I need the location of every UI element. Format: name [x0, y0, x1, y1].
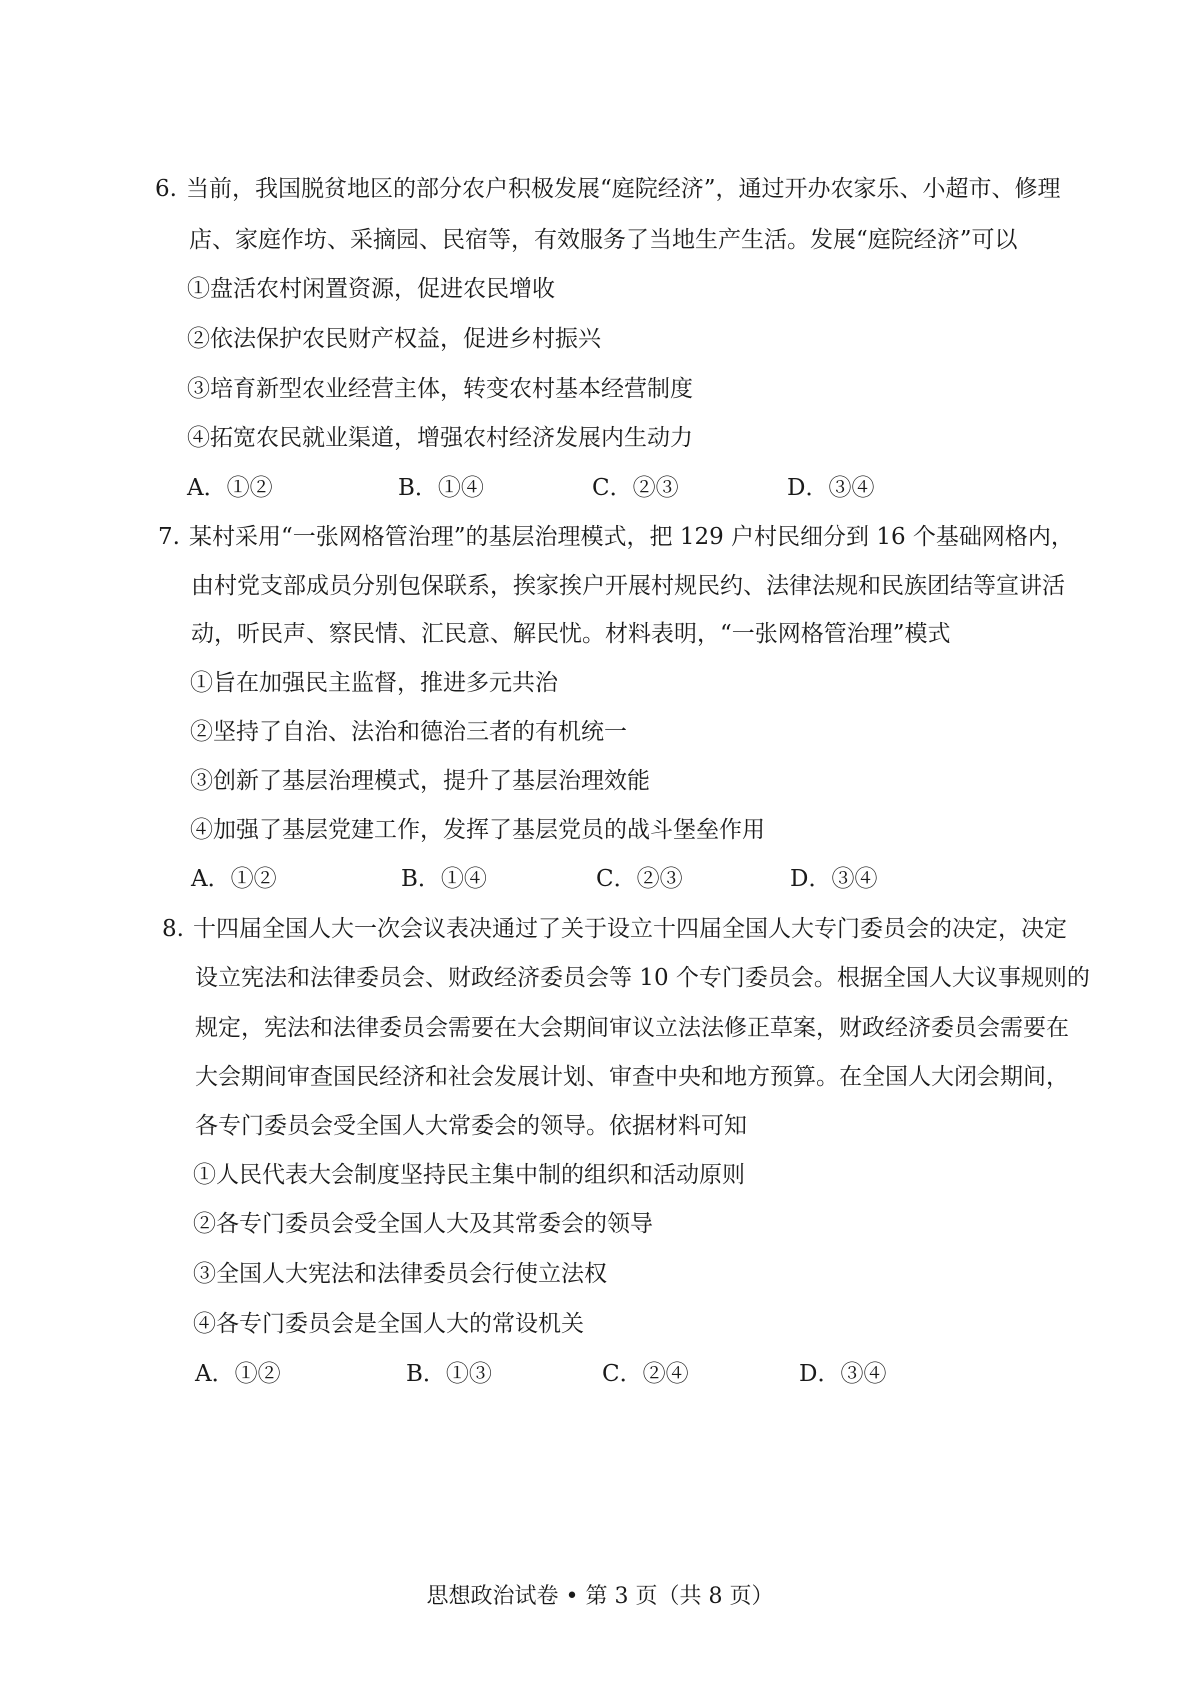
question-stem-line: 店、家庭作坊、采摘园、民宿等，有效服务了当地生产生活。发展“庭院经济”可以: [189, 227, 1018, 253]
answer-option-d: D．③④: [799, 1361, 887, 1387]
statement-item: ③创新了基层治理模式，提升了基层治理效能: [190, 768, 650, 794]
statement-item: ①旨在加强民主监督，推进多元共治: [190, 670, 558, 696]
answer-option-a: A．①②: [191, 866, 277, 892]
question-stem-line: 大会期间审查国民经济和社会发展计划、审查中央和地方预算。在全国人大闭会期间，: [195, 1064, 1069, 1090]
statement-item: ③全国人大宪法和法律委员会行使立法权: [193, 1261, 607, 1287]
question-stem-line: 当前，我国脱贫地区的部分农户积极发展“庭院经济”，通过开办农家乐、小超市、修理: [186, 176, 1061, 202]
answer-option-b: B．①④: [401, 866, 487, 892]
statement-item: ①人民代表大会制度坚持民主集中制的组织和活动原则: [193, 1162, 745, 1188]
question-stem-line: 由村党支部成员分别包保联系，挨家挨户开展村规民约、法律法规和民族团结等宣讲活: [191, 573, 1065, 599]
answer-option-a: A．①②: [187, 475, 273, 501]
answer-option-c: C．②④: [602, 1361, 689, 1387]
statement-item: ④加强了基层党建工作，发挥了基层党员的战斗堡垒作用: [190, 817, 765, 843]
answer-option-d: D．③④: [787, 475, 875, 501]
answer-option-a: A．①②: [195, 1361, 281, 1387]
answer-option-b: B．①④: [398, 475, 484, 501]
answer-option-c: C．②③: [592, 475, 679, 501]
question-stem-line: 规定，宪法和法律委员会需要在大会期间审议立法法修正草案，财政经济委员会需要在: [195, 1015, 1069, 1041]
question-number: 8.: [162, 916, 184, 942]
statement-item: ④拓宽农民就业渠道，增强农村经济发展内生动力: [187, 425, 693, 451]
answer-option-d: D．③④: [790, 866, 878, 892]
answer-option-c: C．②③: [596, 866, 683, 892]
question-stem-line: 十四届全国人大一次会议表决通过了关于设立十四届全国人大专门委员会的决定，决定: [193, 916, 1067, 942]
statement-item: ④各专门委员会是全国人大的常设机关: [193, 1311, 584, 1337]
statement-item: ③培育新型农业经营主体，转变农村基本经营制度: [187, 376, 693, 402]
question-number: 6.: [155, 176, 177, 202]
question-stem-line: 某村采用“一张网格管治理”的基层治理模式，把 129 户村民细分到 16 个基础网格内，: [189, 524, 1074, 550]
statement-item: ②坚持了自治、法治和德治三者的有机统一: [190, 719, 627, 745]
question-number: 7.: [158, 524, 180, 550]
statement-item: ②各专门委员会受全国人大及其常委会的领导: [193, 1211, 653, 1237]
question-stem-line: 设立宪法和法律委员会、财政经济委员会等 10 个专门委员会。根据全国人大议事规则的: [195, 965, 1090, 991]
page-footer: 思想政治试卷 • 第 3 页（共 8 页）: [426, 1584, 774, 1609]
statement-item: ①盘活农村闲置资源，促进农民增收: [187, 276, 555, 302]
question-stem-line: 各专门委员会受全国人大常委会的领导。依据材料可知: [195, 1113, 747, 1139]
statement-item: ②依法保护农民财产权益，促进乡村振兴: [187, 326, 601, 352]
answer-option-b: B．①③: [406, 1361, 492, 1387]
question-stem-line: 动，听民声、察民情、汇民意、解民忧。材料表明，“一张网格管治理”模式: [191, 621, 951, 647]
